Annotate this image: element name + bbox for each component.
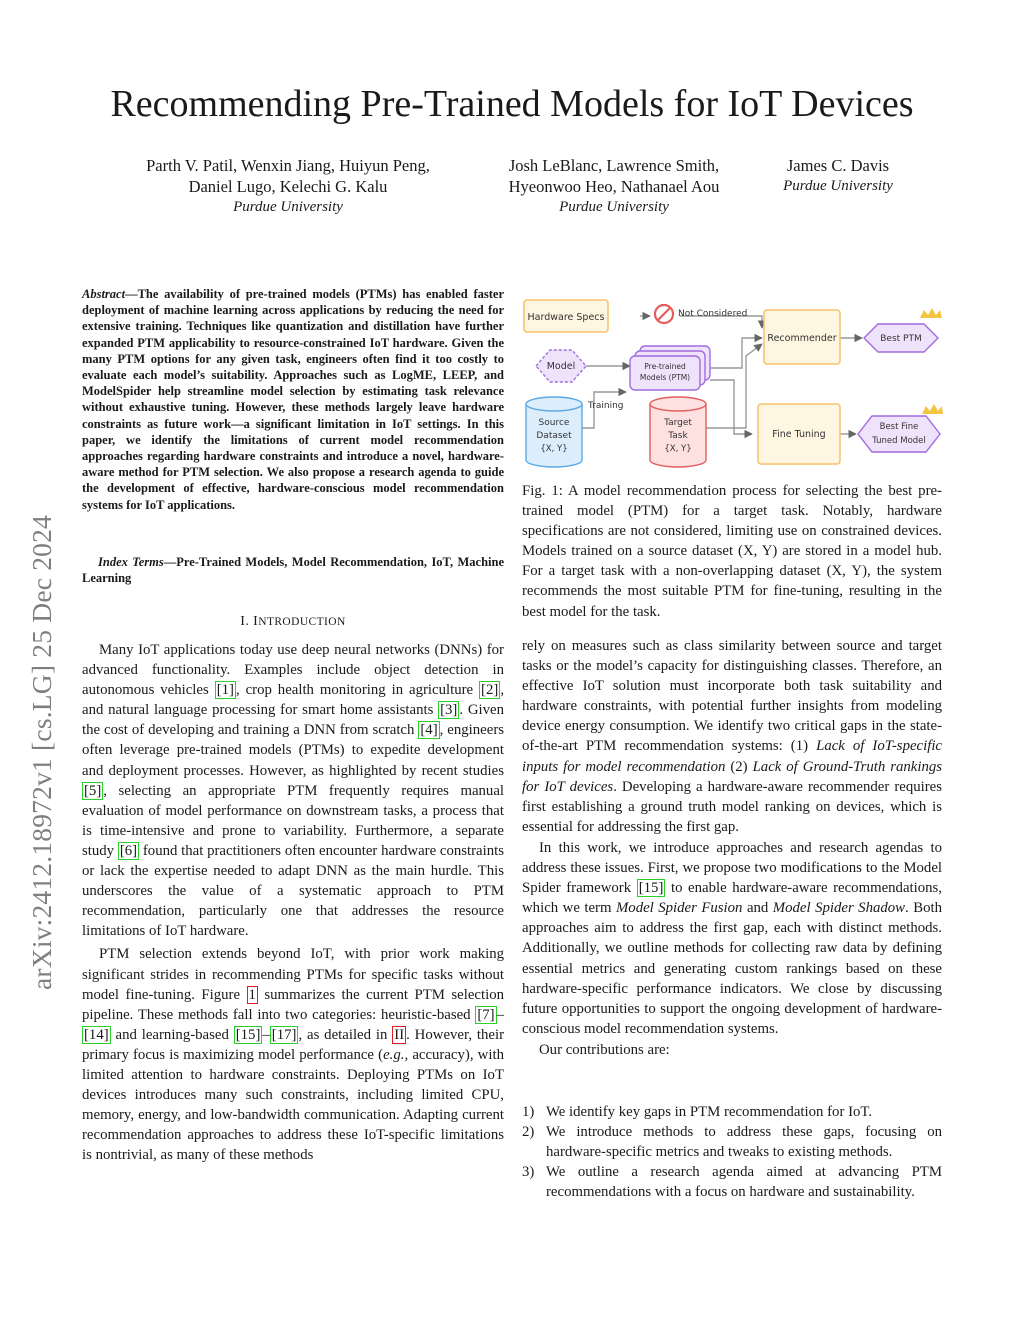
section-title-rest: NTRODUCTION: [258, 616, 346, 628]
citation-link[interactable]: [2]: [481, 682, 499, 699]
figure-caption: Fig. 1: A model recommendation process for selecting the best pre-trained model (PTM) for a target task. Notably, hardware specifications are not considered, limiting use on constrained devices. Models trained on a source dataset (X, Y) are stored in a model hub. For a target task with a non-overlapping dataset (X, Y), the system recommends the most suitable PTM for fine-tuning, resulting in the best model for the task.: [522, 483, 942, 620]
target-task-cylinder: [650, 397, 706, 467]
figure-1-diagram: [522, 296, 944, 472]
author-names: Josh LeBlanc, Lawrence Smith,: [508, 156, 720, 175]
section-link[interactable]: II: [394, 1026, 405, 1043]
svg-text:Not Considered: Not Considered: [678, 309, 748, 319]
crown-icon: [920, 308, 942, 318]
not-considered-icon: [655, 305, 747, 323]
citation-link[interactable]: [6]: [119, 842, 138, 859]
citation-link[interactable]: [17]: [271, 1026, 297, 1043]
author-names: Hyeonwoo Heo, Nathanael Aou: [508, 177, 720, 196]
list-item: 3) We outline a research agenda aimed at advancing PTM recommendations with a focus on hardware and sustainability.: [522, 1164, 942, 1201]
citation-link[interactable]: [14]: [84, 1026, 109, 1043]
model-node: [536, 350, 586, 382]
contributions-intro: Our contributions are:: [539, 1041, 670, 1058]
best-fine-tuned-node: [858, 404, 943, 452]
contributions-list: [522, 1102, 942, 1202]
citation-link[interactable]: [5]: [84, 782, 102, 799]
best-ptm-node: [864, 308, 942, 352]
hardware-specs-box: [524, 300, 608, 332]
figure-link[interactable]: 1: [248, 986, 256, 1003]
index-terms: [82, 554, 504, 586]
intro-paragraph-2: PTM selection extends beyond IoT, with prior work making significant strides in recommending PTMs for specific tasks without model fine-tuning. Figure 1 summarizes the current PTM selection pipeline. These methods fall into two categories: heuristic-based [7] –[14] and learning-based [15] – [17] , as detailed in II . However, their primary focus is maximizing model performance (e.g., accuracy), with limited attention to hardware constraints. Deploying PTMs on IoT devices introduces many such constraints, including limited CPU, memory, energy, and low-bandwidth communication. Adapting current recommendation approaches to address these IoT-specific limitations is nontrivial, as many of these methods: [82, 946, 505, 1164]
svg-text:Pre-trained: Pre-trained: [644, 362, 686, 371]
author-names: James C. Davis: [786, 156, 890, 175]
author-block-3: [764, 155, 912, 197]
svg-text:Model: Model: [546, 361, 576, 372]
right-column-body: [522, 636, 942, 1060]
training-label: Training: [588, 401, 624, 411]
paper-title: Recommending Pre-Trained Models for IoT Devices: [110, 83, 914, 125]
author-affiliation: Purdue University: [559, 199, 669, 215]
svg-text:Hardware Specs: Hardware Specs: [527, 312, 605, 323]
author-names: Parth V. Patil, Wenxin Jiang, Huiyun Peng,: [146, 156, 430, 175]
crown-icon: [922, 404, 943, 414]
svg-text:Fine Tuning: Fine Tuning: [772, 429, 826, 440]
citation-link[interactable]: [7]: [477, 1006, 495, 1023]
svg-text:Target: Target: [664, 418, 692, 428]
index-terms-text: —Pre-Trained Models, Model Recommendation, IoT, Machine Learning: [82, 555, 504, 586]
intro-paragraph-1: Many IoT applications today use deep neural networks (DNNs) for advanced functionality. Examples include object detection in autonomous vehicles [1] , crop health monitoring in agriculture [2] , and natural language processing for smart home assistants [3] . Given the cost of developing and training a DNN from scratch [4] , engineers often leverage pre-trained models (PTMs) to expedite development and deployment processes. However, as highlighted by recent studies [5] , selecting an appropriate PTM frequently requires manual evaluation of model performance on downstream tasks, a process that is time-intensive and prone to variability. Furthermore, a separate study [6] found that practitioners often encounter hardware constraints or lack the expertise needed to adapt DNN as the main hurdle. This underscores the value of a systematic approach to PTM recommendation, particularly one that addresses the resource limitations of IoT hardware.: [82, 642, 505, 940]
body-paragraph: rely on measures such as class similarity between source and target tasks or the model’s capacity for distinguishing classes. Therefore, an effective IoT solution must incorporate both task suitability and hardware constraints, with potential further insights from modeling device energy consumption. We identify two critical gaps in the state-of-the-art PTM recommendation systems: (1) Lack of IoT-specific inputs for model recommendation (2) Lack of Ground-Truth rankings for IoT devices. Developing a hardware-aware recommender requires first establishing a ground truth model ranking on devices, which is essential for addressing the first gap.: [522, 638, 942, 835]
svg-text:{X, Y}: {X, Y}: [664, 444, 692, 454]
index-terms-label: Index Terms: [98, 555, 164, 569]
recommender-box: [764, 310, 840, 364]
svg-text:Source: Source: [538, 418, 570, 428]
abstract-text: —The availability of pre-trained models (PTMs) has enabled faster deployment of machine learning across applications by reducing the need for extensive training. Techniques like quantization and distillation have further expanded PTM applicability to resource-constrained IoT hardware. Given the many PTM options for any given task, engineers often find it too costly to evaluate each model’s suitability. Approaches such as LogME, LEEP, and ModelSpider help streamline model selection by estimating task relevance without exhaustive tuning. However, these methods largely leave hardware constraints as future work—a significant limitation in IoT settings. In this paper, we identify the limitations of current model recommendation approaches regarding hardware constraints and introduce a novel, hardware-aware method for PTM selection. We also propose a research agenda to guide the development of effective, hardware-conscious model recommendation systems for IoT applications.: [82, 287, 504, 512]
section-title-initial: I: [253, 614, 259, 629]
citation-link[interactable]: [4]: [420, 722, 438, 739]
svg-text:Recommender: Recommender: [767, 333, 837, 344]
author-block-1: [112, 155, 464, 218]
svg-text:Best Fine: Best Fine: [879, 422, 919, 432]
citation-link[interactable]: [1]: [216, 682, 234, 699]
svg-text:Dataset: Dataset: [536, 431, 572, 441]
body-paragraph: In this work, we introduce approaches and research agendas to address these issues. First, we propose two modifications to the Model Spider framework [15] to enable hardware-aware recommendations, which we term Model Spider Fusion and Model Spider Shadow. Both approaches aim to address the first gap, each with distinct methods. Additionally, we outline methods for collecting raw data by defining essential metrics and generating custom rankings based on these hardware-specific performance indicators. We close by discussing future opportunities to support the ongoing development of hardware-conscious model recommendation systems.: [522, 839, 942, 1037]
pretrained-models-stack: [630, 346, 710, 390]
left-column-body: [82, 640, 504, 1165]
svg-text:Models (PTM): Models (PTM): [639, 373, 691, 382]
author-block-2: [476, 155, 752, 218]
list-item: 2) We introduce methods to address these gaps, focusing on hardware-specific metrics and tweaks to existing methods.: [522, 1124, 942, 1161]
author-affiliation: Purdue University: [783, 178, 893, 194]
citation-link[interactable]: [15]: [235, 1026, 261, 1043]
svg-text:{X, Y}: {X, Y}: [540, 444, 568, 454]
section-number: I.: [240, 614, 250, 629]
abstract-label: Abstract: [82, 287, 126, 301]
author-affiliation: Purdue University: [233, 199, 343, 215]
citation-link[interactable]: [15]: [638, 880, 664, 897]
fine-tuning-box: [758, 404, 840, 464]
section-heading: [82, 614, 504, 630]
arxiv-watermark: arXiv:2412.18972v1 [cs.LG] 25 Dec 2024: [26, 514, 57, 990]
author-names: Daniel Lugo, Kelechi G. Kalu: [188, 177, 388, 196]
svg-text:Best PTM: Best PTM: [880, 334, 922, 344]
svg-text:Tuned Model: Tuned Model: [872, 436, 926, 446]
source-dataset-cylinder: [526, 397, 582, 467]
abstract: [82, 286, 504, 513]
list-item: 1) We identify key gaps in PTM recommendation for IoT.: [522, 1104, 873, 1120]
citation-link[interactable]: [3]: [440, 702, 458, 719]
svg-text:Task: Task: [668, 431, 688, 441]
